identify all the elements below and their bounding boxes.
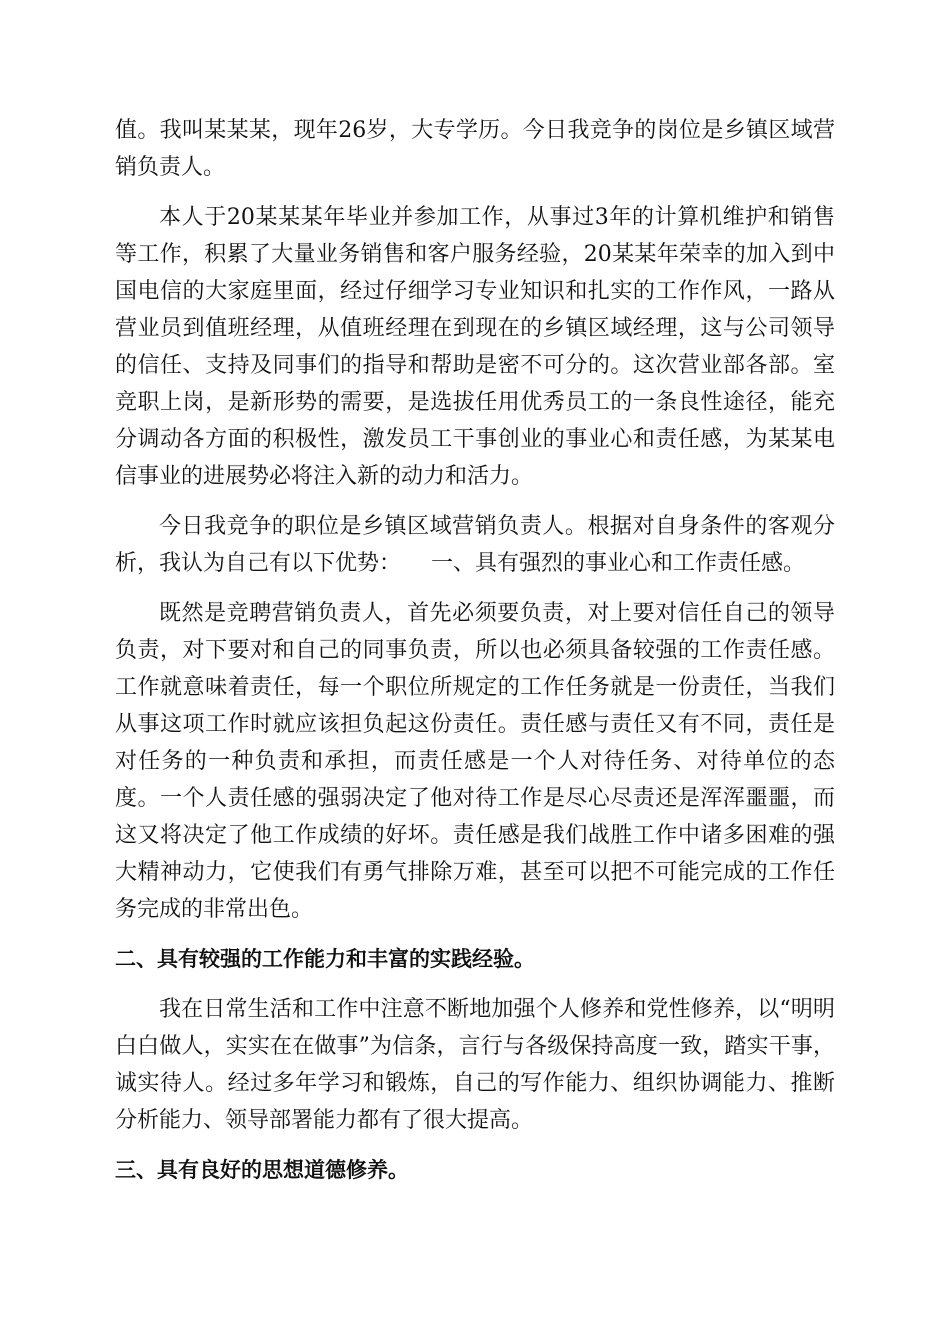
paragraph-responsibility: 既然是竞聘营销负责人，首先必须要负责，对上要对信任自己的领导负责，对下要对和自己的同事负责，所以也必须具备较强的工作责任感。工作就意味着责任，每一个职位所规定的工作任务就是一份责任，当我们从事这项工作时就应该担负起这份责任。责任感与责任又有不同，责任是对任务的一种负责和承担，而责任感是一个人对待任务、对待单位的态度。一个人责任感的强弱决定了他对待工作是尽心尽责还是浑浑噩噩，而这又将决定了他工作成绩的好坏。责任感是我们战胜工作中诸多困难的强大精神动力，它使我们有勇气排除万难，甚至可以把不可能完成的工作任务完成的非常出色。 bbox=[115, 601, 835, 922]
paragraph-work-history: 本人于20某某某年毕业并参加工作，从事过3年的计算机维护和销售等工作，积累了大量业务销售和客户服务经验，20某某年荣幸的加入到中国电信的大家庭里面，经过仔细学习专业知识和扎实的工作作风，一路从营业员到值班经理，从值班经理在到现在的乡镇区域经理，这与公司领导的信任、支持及同事们的指导和帮助是密不可分的。这次营业部各部。室竞职上岗，是新形势的需要，是选拔任用优秀员工的一条良性途径，能充分调动各方面的积极性，激发员工干事创业的事业心和责任感，为某某电信事业的进展势必将注入新的动力和活力。 bbox=[115, 205, 835, 489]
section-heading-ability: 二、具有较强的工作能力和丰富的实践经验。 bbox=[115, 947, 535, 971]
advantages-intro-text: 今日我竞争的职位是乡镇区域营销负责人。根据对自身条件的客观分析，我认为自己有以下优势： bbox=[115, 514, 835, 576]
paragraph-intro: 值。我叫某某某，现年26岁，大专学历。今日我竞争的岗位是乡镇区域营销负责人。 bbox=[115, 118, 835, 180]
paragraph-ability: 我在日常生活和工作中注意不断地加强个人修养和党性修养，以“明明白白做人，实实在在做事”为信条，言行与各级保持高度一致，踏实干事，诚实待人。经过多年学习和锻炼，自己的写作能力、组织协调能力、推断分析能力、领导部署能力都有了很大提高。 bbox=[115, 997, 835, 1133]
paragraph-advantages-intro bbox=[115, 508, 835, 582]
section-heading-morality: 三、具有良好的思想道德修养。 bbox=[115, 1158, 409, 1182]
advantage-one-heading: 一、具有强烈的事业心和工作责任感。 bbox=[431, 551, 806, 576]
document-page bbox=[115, 112, 835, 1202]
